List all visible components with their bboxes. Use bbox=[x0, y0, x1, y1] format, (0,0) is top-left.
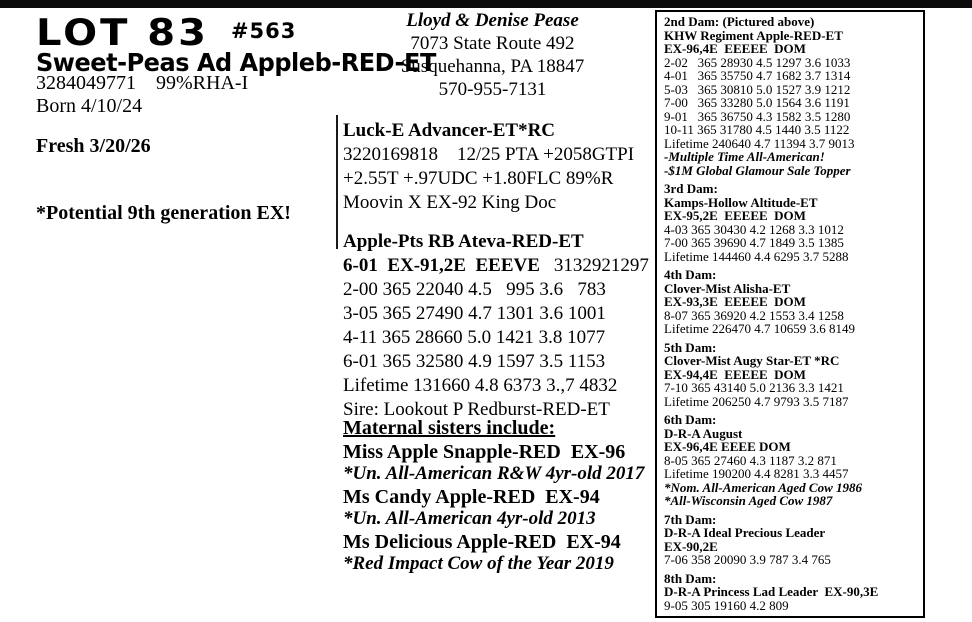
dam-record-row: 4-11 365 28660 5.0 1421 3.8 1077 bbox=[343, 327, 606, 348]
animal-name: Sweet-Peas Ad Appleb-RED-ET bbox=[36, 48, 436, 77]
sister-entry bbox=[343, 442, 653, 484]
dam-lifetime-row: Lifetime 131660 4.8 6373 3.,7 4832 bbox=[343, 375, 618, 396]
dam-generation-score: EX-94,4E EEEEE DOM bbox=[664, 366, 806, 382]
sister-name: Ms Candy Apple-RED EX-94 bbox=[343, 486, 600, 508]
sister-award: *Red Impact Cow of the Year 2019 bbox=[343, 553, 614, 574]
sister-name: Miss Apple Snapple-RED EX-96 bbox=[343, 441, 626, 463]
birth-date: Born 4/10/24 bbox=[36, 95, 143, 117]
consignor-city: Susquehanna, PA 18847 bbox=[400, 56, 585, 77]
dam-generation-name: Clover-Mist Alisha-ET bbox=[664, 280, 791, 296]
maternal-sisters-block bbox=[343, 417, 653, 574]
sire-name: Luck-E Advancer-ET*RC bbox=[343, 120, 556, 141]
consignor-street: 7073 State Route 492 bbox=[410, 33, 575, 54]
record-row: 5-03 365 30810 5.0 1527 3.9 1212 bbox=[664, 81, 851, 97]
fresh-date: Fresh 3/20/26 bbox=[36, 135, 151, 157]
record-row: 7-00 365 39690 4.7 1849 3.5 1385 bbox=[664, 235, 844, 250]
dam-generation-heading: 2nd Dam: (Pictured above) bbox=[664, 14, 815, 29]
sister-award: *Un. All-American R&W 4yr-old 2017 bbox=[343, 463, 645, 484]
pedigree-section-3rd-dam bbox=[664, 182, 921, 263]
dam-sire-row: Sire: Lookout P Redburst-RED-ET bbox=[343, 399, 610, 420]
record-row: 8-05 365 27460 4.3 1187 3.2 871 bbox=[664, 452, 837, 468]
pedigree-section-7th-dam bbox=[664, 513, 921, 567]
dam-name: Apple-Pts RB Ateva-RED-ET bbox=[343, 231, 584, 252]
record-row: 10-11 365 31780 4.5 1440 3.5 1122 bbox=[664, 122, 850, 137]
consignor-block bbox=[340, 9, 645, 101]
record-row: 7-00 365 33280 5.0 1564 3.6 1191 bbox=[664, 95, 850, 110]
dam-generation-name: KHW Regiment Apple-RED-ET bbox=[664, 27, 843, 43]
sister-entry bbox=[343, 487, 653, 529]
pedigree-section-8th-dam bbox=[664, 572, 921, 613]
dam-generation-score: EX-96,4E EEEEE DOM bbox=[664, 41, 806, 56]
dam-generation-score: EX-90,2E bbox=[664, 538, 718, 554]
dam-record-row: 3-05 365 27490 4.7 1301 3.6 1001 bbox=[343, 303, 606, 324]
dam-score-line bbox=[343, 254, 648, 278]
record-row: 2-02 365 28930 4.5 1297 3.6 1033 bbox=[664, 54, 851, 70]
dam-record-row: 2-00 365 22040 4.5 995 3.6 783 bbox=[343, 279, 606, 300]
award-note: *All-Wisconsin Aged Cow 1987 bbox=[664, 493, 833, 508]
dam-generation-name: D-R-A Princess Lad Leader EX-90,3E bbox=[664, 584, 879, 599]
record-row: 8-07 365 36920 4.2 1553 3.4 1258 bbox=[664, 307, 844, 323]
dam-generation-heading: 4th Dam: bbox=[664, 267, 717, 282]
pedigree-section-4th-dam bbox=[664, 268, 921, 336]
sire-pedigree-line: Moovin X EX-92 King Doc bbox=[343, 192, 557, 213]
pedigree-section-5th-dam bbox=[664, 341, 921, 409]
top-border-bar bbox=[0, 0, 972, 8]
sister-entry bbox=[343, 532, 653, 574]
award-note: -Multiple Time All-American! bbox=[664, 149, 825, 164]
dam-block bbox=[343, 230, 648, 422]
record-row: 4-01 365 35750 4.7 1682 3.7 1314 bbox=[664, 68, 851, 83]
sire-pta-line: 3220169818 12/25 PTA +2058GTPI bbox=[343, 144, 635, 165]
record-row: 9-01 365 36750 4.3 1582 3.5 1280 bbox=[664, 108, 851, 124]
record-row: Lifetime 226470 4.7 10659 3.6 8149 bbox=[664, 321, 856, 336]
record-row: 9-05 305 19160 4.2 809 bbox=[664, 597, 789, 613]
dam-generation-heading: 6th Dam: bbox=[664, 412, 717, 427]
maternal-sisters-heading: Maternal sisters include: bbox=[343, 417, 556, 439]
registration-line: 3284049771 99%RHA-I bbox=[36, 72, 249, 94]
sire-type-line: +2.55T +.97UDC +1.80FLC 89%R bbox=[343, 168, 614, 189]
record-row: 7-06 358 20090 3.9 787 3.4 765 bbox=[664, 552, 831, 567]
dam-generation-score: EX-93,3E EEEEE DOM bbox=[664, 294, 806, 309]
dam-score: 6-01 EX-91,2E EEEVE bbox=[343, 255, 540, 276]
dam-generation-heading: 7th Dam: bbox=[664, 511, 717, 527]
column-divider-line bbox=[336, 115, 338, 249]
dam-generation-name: D-R-A Ideal Precious Leader bbox=[664, 525, 826, 540]
generation-note: *Potential 9th generation EX! bbox=[36, 202, 291, 224]
dam-generation-name: Kamps-Hollow Altitude-ET bbox=[664, 194, 818, 210]
award-note: *Nom. All-American Aged Cow 1986 bbox=[664, 479, 863, 495]
sire-block bbox=[343, 119, 643, 215]
consignor-name: Lloyd & Denise Pease bbox=[406, 10, 579, 31]
sale-tag-number: #563 bbox=[230, 19, 297, 43]
dam-generation-heading: 5th Dam: bbox=[664, 339, 717, 355]
dam-registration: 3132921297 bbox=[553, 255, 649, 276]
consignor-phone: 570-955-7131 bbox=[438, 79, 547, 100]
pedigree-section-2nd-dam bbox=[664, 15, 921, 177]
dam-generation-name: D-R-A August bbox=[664, 425, 743, 441]
pedigree-box bbox=[655, 10, 925, 618]
record-row: Lifetime 144460 4.4 6295 3.7 5288 bbox=[664, 248, 849, 264]
sister-name: Ms Delicious Apple-RED EX-94 bbox=[343, 531, 621, 553]
record-row: Lifetime 206250 4.7 9793 3.5 7187 bbox=[664, 393, 849, 409]
dam-generation-score: EX-96,4E EEEE DOM bbox=[664, 439, 791, 454]
dam-generation-heading: 8th Dam: bbox=[664, 570, 717, 586]
record-row: 4-03 365 30430 4.2 1268 3.3 1012 bbox=[664, 221, 844, 237]
dam-generation-name: Clover-Mist Augy Star-ET *RC bbox=[664, 353, 840, 368]
dam-generation-heading: 3rd Dam: bbox=[664, 181, 718, 196]
lot-number: LOT 83 bbox=[36, 11, 209, 55]
dam-record-row: 6-01 365 32580 4.9 1597 3.5 1153 bbox=[343, 351, 606, 372]
record-row: Lifetime 240640 4.7 11394 3.7 9013 bbox=[664, 135, 855, 151]
record-row: Lifetime 190200 4.4 8281 3.3 4457 bbox=[664, 466, 849, 481]
sister-award: *Un. All-American 4yr-old 2013 bbox=[343, 508, 596, 529]
dam-generation-score: EX-95,2E EEEEE DOM bbox=[664, 208, 806, 223]
record-row: 7-10 365 43140 5.0 2136 3.3 1421 bbox=[664, 380, 844, 395]
pedigree-section-6th-dam bbox=[664, 413, 921, 508]
award-note: -$1M Global Glamour Sale Topper bbox=[664, 162, 851, 178]
